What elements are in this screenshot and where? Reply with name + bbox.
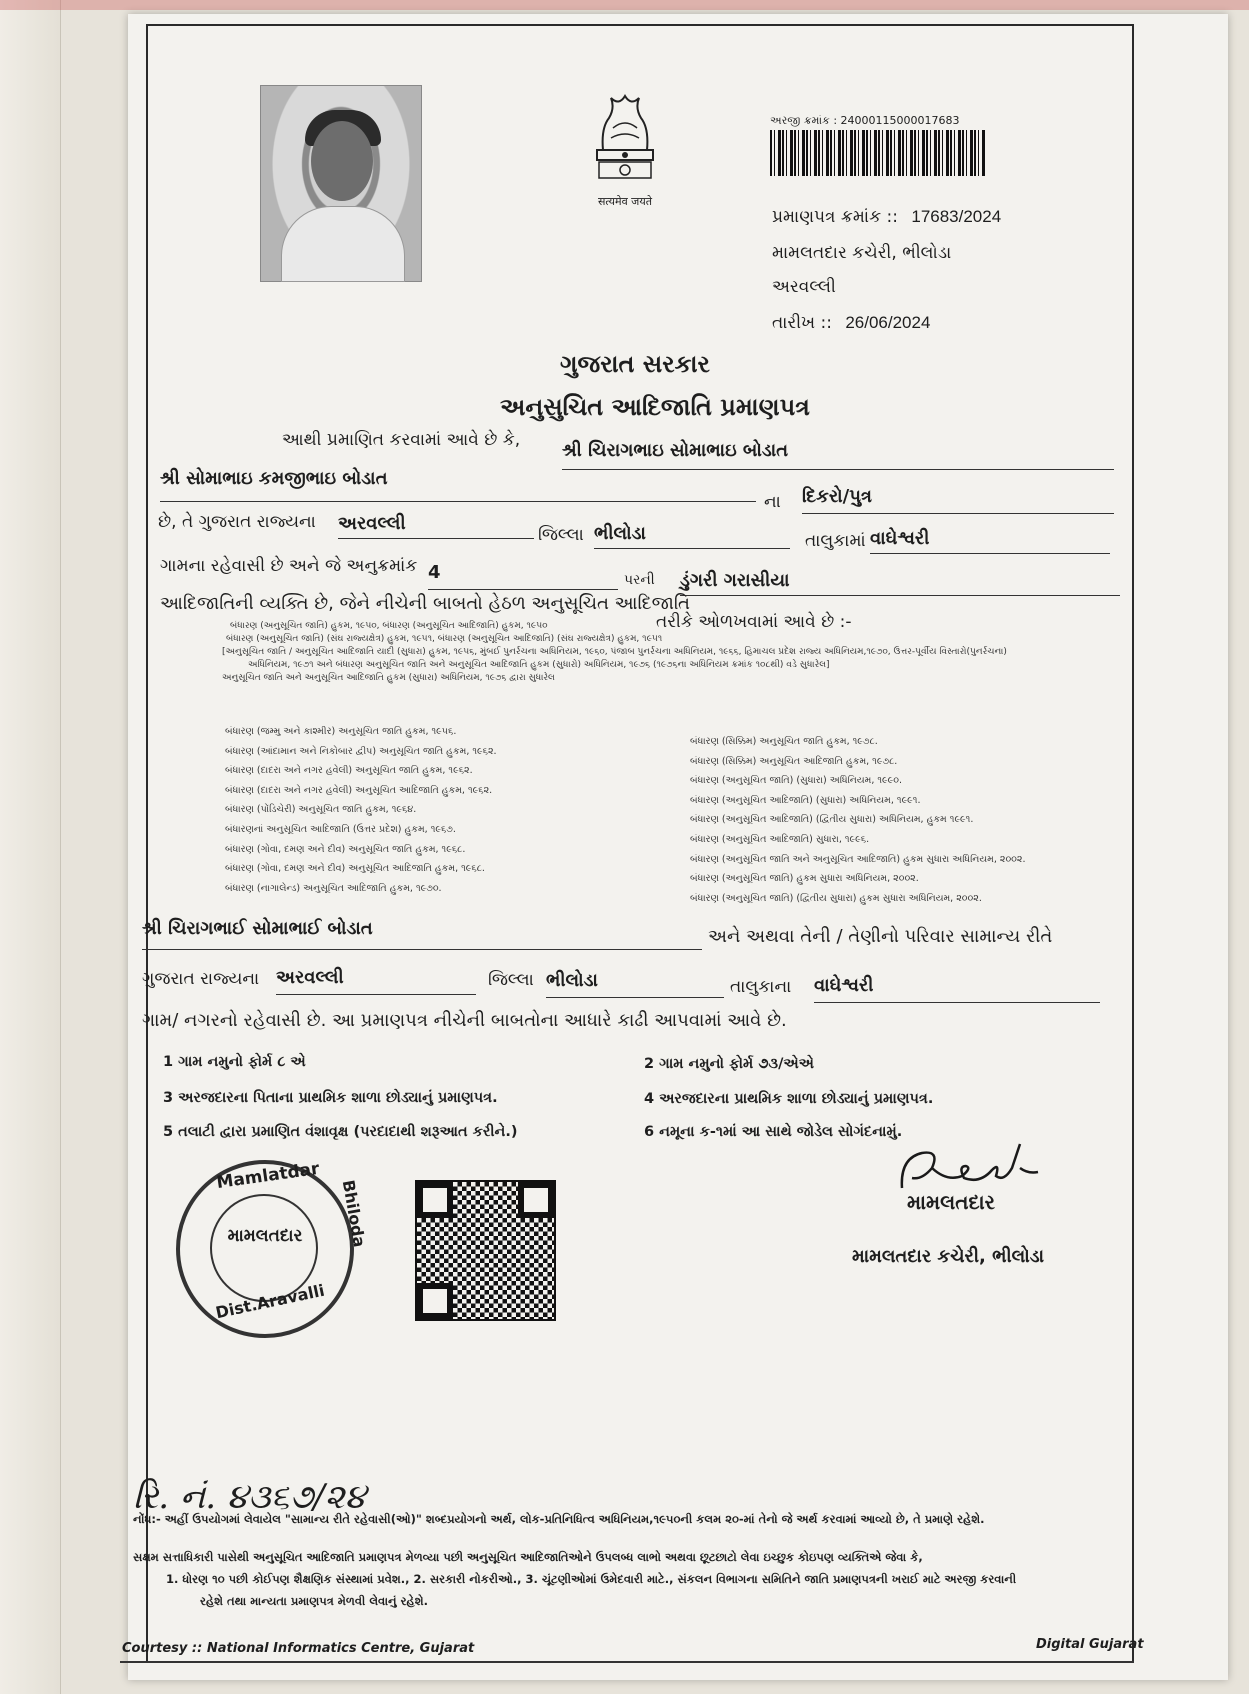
- signatory-office: મામલતદાર કચેરી, ભીલોડા: [852, 1246, 1045, 1267]
- resident-text: ગામના રહેવાસી છે અને જે અનુક્રમાંક: [160, 556, 418, 576]
- law-line: અનુસૂચિત જાતિ અને અનુસૂચિત આદિજાતિ હુકમ (સુધારા) અધિનિયમ, ૧૯૭૬ દ્વારા સુધારેલ: [222, 673, 555, 683]
- act-item: બંધારણ (અનુસૂચિત જાતિ) (સુધારા) અધિનિયમ, ૧૯૯૦.: [690, 775, 903, 787]
- taluka-value: ભીલોડા: [594, 523, 790, 549]
- clause-1: 1. ધોરણ ૧૦ પછી કોઈપણ શૈક્ષણિક સંસ્થામાં પ્રવેશ., 2. સરકારી નોકરીઓ., 3. ચૂંટણીઓમાં ઉમેદવારી માટે., સંકલન વિભાગના સમિતિને જાતિ પ્રમાણપત્રની ખરાઈ માટે અરજી કરવાની: [166, 1572, 1017, 1586]
- tribe-name: ડુંગરી ગરાસીયા: [680, 570, 1120, 596]
- taluka-label: તાલુકામાં: [805, 531, 866, 551]
- signatory-designation: મામલતદાર: [907, 1190, 995, 1214]
- certificate-number-row: [772, 207, 1001, 227]
- document-item: 6 નમૂના ક-૧માં આ સાથે જોડેલ સોગંદનામું.: [644, 1124, 903, 1140]
- act-item: બંધારણ (અનુસૂચિત જાતિ) (દ્વિતીય સુધારા) હુકમ સુધારા અધિનિયમ, ૨૦૦૨.: [690, 892, 982, 904]
- family-text: અને અથવા તેની / તેણીનો પરિવાર સામાન્ય રીતે: [708, 926, 1053, 947]
- act-item: બંધારણ (અનુસૂચિત જાતિ) હુકમ સુધારા અધિનિયમ, ૨૦૦૨.: [690, 873, 919, 885]
- office-name: મામલતદાર કચેરી, ભીલોડા: [772, 243, 952, 263]
- law-text: [222, 620, 1082, 685]
- applicant-photo: [260, 85, 422, 282]
- qr-code: [415, 1180, 556, 1321]
- taluka-label-2: તાલુકાના: [730, 977, 792, 997]
- government-title: ગુજરાત સરકાર: [560, 350, 710, 378]
- certificate-number-label: પ્રમાણપત્ર ક્રમાંક ::: [772, 207, 898, 227]
- district-label-2: જિલ્લા: [488, 970, 534, 990]
- district-value: અરવલ્લી: [338, 513, 534, 539]
- act-item: બંધારણ (નાગાલેન્ડ) અનુસૂચિત આદિજાતિ હુકમ, ૧૯૭૦.: [225, 882, 442, 894]
- document-item: 4 અરજદારના પ્રાથમિક શાળા છોડ્યાનું પ્રમાણપત્ર.: [644, 1091, 934, 1107]
- act-item: બંધારણ (પોંડિચેરી) અનુસૂચિત જાતિ હુકમ, ૧૯૬૪.: [225, 804, 417, 816]
- par-label: પરની: [624, 572, 655, 588]
- date-label: તારીખ ::: [772, 313, 832, 333]
- state-text: છે, તે ગુજરાત રાજ્યના: [158, 512, 316, 532]
- law-line: અધિનિયમ, ૧૯૭૧ અને બંધારણ અનુસૂચિત જાતિ અને અનુસૂચિત આદિજાતિ હુકમ (સુધારો) અધિનિયમ, ૧૯૭૬ (૧૯૭૬ના અધિનિયમ ક્રમાંક ૧૦૮થી) વડે સુધારેલ]: [248, 660, 830, 670]
- application-number: અરજી ક્રમાંક : 24000115000017683: [770, 114, 960, 127]
- law-line: બંધારણ (અનુસૂચિત જાતિ) હુકમ, ૧૯૫૦, બંધારણ (અનુસૂચિત આદિજાતિ) હુકમ, ૧૯૫૦: [230, 621, 548, 631]
- document-item: 1 ગામ નમુનો ફોર્મ ૮ એ: [163, 1054, 306, 1070]
- act-item: બંધારણ (ગોવા, દમણ અને દીવ) અનુસૂચિત જાતિ હુકમ, ૧૯૬૮.: [225, 843, 466, 855]
- district-name: અરવલ્લી: [772, 277, 836, 297]
- acts-right-list: [690, 736, 1025, 912]
- back-paper-edge: [0, 0, 61, 1694]
- top-red-strip: [0, 0, 1249, 10]
- law-line: [અનુસૂચિત જાતિ / અનુસૂચિત આદિજાતિ યાદી (સુધારા) હુકમ, ૧૯૫૬, મુંબઈ પુનર્રચના અધિનિયમ, ૧૯૬૦, પંજાબ પુનર્રચના અધિનિયમ, ૧૯૬૬, હિમાચલ પ્રદેશ રાજ્ય અધિનિયમ,૧૯૭૦, ઉત્તર-પૂર્વીય વિસ્તારો(પુનર્રચના): [222, 647, 1007, 657]
- act-item: બંધારણ (અનુસૂચિત જાતિ અને અનુસૂચિત આદિજાતિ) હુકમ સુધારા અધિનિયમ, ૨૦૦૨.: [690, 853, 1026, 865]
- applicant-name-2: શ્રી ચિરાગભાઈ સોમાભાઈ બોડાત: [142, 918, 702, 950]
- certificate-number: 17683/2024: [911, 207, 1002, 226]
- act-item: બંધારણ (અનુસૂચિત આદિજાતિ) (સુધારા) અધિનિયમ, ૧૯૯૧.: [690, 794, 921, 806]
- village-value-2: વાઘેશ્વરી: [814, 975, 1100, 1003]
- seal-top-text: Mamlatdar: [215, 1158, 321, 1194]
- recognised-text: તરીકે ઓળખવામાં આવે છે :-: [656, 612, 852, 632]
- document-item: 3 અરજદારના પિતાના પ્રાથમિક શાળા છોડ્યાનું પ્રમાણપત્ર.: [163, 1090, 498, 1106]
- act-item: બંધારણ (જમ્મુ અને કાશ્મીર) અનુસૂચિત જાતિ હુકમ, ૧૯૫૬.: [225, 726, 457, 737]
- issue-date: 26/06/2024: [845, 313, 931, 332]
- basis-text: ગામ/ નગરનો રહેવાસી છે. આ પ્રમાણપત્ર નીચેની બાબતોના આધારે કાઢી આપવામાં આવે છે.: [142, 1010, 787, 1031]
- relation: દિકરો/પુત્ર: [802, 486, 1114, 514]
- taluka-value-2: ભીલોડા: [546, 970, 724, 998]
- tribe-line: આદિજાતિની વ્યક્તિ છે, જેને નીચેની બાબતો હેઠળ અનુસૂચિત આદિજાતિ: [160, 593, 690, 614]
- serial-number: 4: [428, 562, 618, 590]
- note-line: નોંધ:- અહીં ઉપયોગમાં લેવાયેલ "સામાન્ય રીતે રહેવાસી(ઓ)" શબ્દપ્રયોગનો અર્થ, લોક-પ્રતિનિધિત્વ અધિનિયમ,૧૯૫૦ની કલમ ૨૦-માં તેનો જે અર્થ કરવામાં આવ્યો છે, તે પ્રમાણે રહેશે.: [133, 1512, 985, 1526]
- village-value: વાઘેશ્વરી: [870, 528, 1110, 554]
- official-seal: [176, 1158, 370, 1338]
- certificate-title: અનુસુચિત આદિજાતિ પ્રમાણપત્ર: [500, 393, 810, 421]
- applicant-name: શ્રી ચિરાગભાઇ સોમાભાઇ બોડાત: [562, 440, 1114, 470]
- act-item: બંધારણ (અનુસૂચિત આદિજાતિ) (દ્વિતીય સુધારા) અધિનિયમ, હુકમ ૧૯૯૧.: [690, 814, 974, 826]
- district-value-2: અરવલ્લી: [276, 967, 476, 995]
- na-label: ના: [764, 492, 781, 512]
- act-item: બંધારણનાં અનુસૂચિત આદિજાતિ (ઉત્તર પ્રદેશ) હુકમ, ૧૯૬૭.: [225, 823, 456, 835]
- father-name: શ્રી સોમાભાઇ કમજીભાઇ બોડાત: [160, 468, 756, 502]
- clause-intro: સક્ષમ સત્તાધિકારી પાસેથી અનુસૂચિત આદિજાતિ પ્રમાણપત્ર મેળવ્યા પછી અનુસૂચિત આદિજાતિઓને ઉપલબ્ધ લાભો અથવા છૂટછાટો લેવા ઇચ્છુક કોઇપણ વ્યક્તિએ જેવા કે,: [133, 1550, 923, 1564]
- act-item: બંધારણ (ગોવા, દમણ અને દીવ) અનુસૂચિત આદિજાતિ હુકમ, ૧૯૬૮.: [225, 863, 485, 875]
- state-emblem-icon: [585, 88, 665, 188]
- act-item: બંધારણ (આંદામાન અને નિકોબાર દ્વીપ) અનુસૂચિત જાતિ હુકમ, ૧૯૬૨.: [225, 745, 497, 757]
- handwritten-reference: રિ. નં. ૪૩૬૭/૨૪: [133, 1477, 366, 1517]
- signature-icon: [892, 1138, 1042, 1193]
- act-item: બંધારણ (અનુસૂચિત આદિજાતિ) સુધારા, ૧૯૯૬.: [690, 833, 870, 845]
- act-item: બંધારણ (દાદરા અને નગર હવેલી) અનુસૂચિત જાતિ હુકમ, ૧૯૬૨.: [225, 765, 473, 777]
- act-item: બંધારણ (સિક્કિમ) અનુસૂચિત આદિજાતિ હુકમ, ૧૯૭૮.: [690, 755, 898, 767]
- act-item: બંધારણ (દાદરા અને નગર હવેલી) અનુસૂચિત આદિજાતિ હુકમ, ૧૯૬૨.: [225, 784, 493, 796]
- clause-2: રહેશે તથા માન્યતા પ્રમાણપત્ર મેળવી લેવાનું રહેશે.: [200, 1594, 428, 1608]
- seal-right-text: Bhiloda: [338, 1178, 370, 1249]
- act-item: બંધારણ (સિક્કિમ) અનુસૂચિત જાતિ હુકમ, ૧૯૭૮.: [690, 736, 878, 747]
- acts-left-list: [225, 726, 497, 902]
- seal-bottom-text: Dist.Aravalli: [213, 1280, 327, 1323]
- footer-line: [120, 1661, 1134, 1663]
- barcode: [770, 130, 985, 176]
- document-item: 2 ગામ નમુનો ફોર્મ ૭૩/એએ: [644, 1056, 814, 1072]
- document-item: 5 તલાટી દ્વારા પ્રમાણિત વંશાવૃક્ષ (પરદાદાથી શરૂઆત કરીને.): [163, 1124, 518, 1140]
- date-row: [772, 313, 930, 333]
- courtesy-text: Courtesy :: National Informatics Centre, Gujarat: [122, 1641, 475, 1656]
- seal-middle-text: મામલતદાર: [227, 1226, 303, 1246]
- certify-text: આથી પ્રમાણિત કરવામાં આવે છે કે,: [282, 430, 521, 450]
- emblem-motto: सत्यमेव जयते: [597, 195, 652, 208]
- state-text-2: ગુજરાત રાજ્યના: [142, 969, 260, 989]
- law-line: બંધારણ (અનુસૂચિત જાતિ) (સંઘ રાજ્યક્ષેત્ર) હુકમ, ૧૯૫૧, બંધારણ (અનુસૂચિત આદિજાતિ) (સંઘ રાજ્યક્ષેત્ર) હુકમ, ૧૯૫૧: [226, 634, 663, 644]
- district-label: જિલ્લા: [538, 525, 584, 545]
- digital-gujarat-text: Digital Gujarat: [1036, 1637, 1144, 1652]
